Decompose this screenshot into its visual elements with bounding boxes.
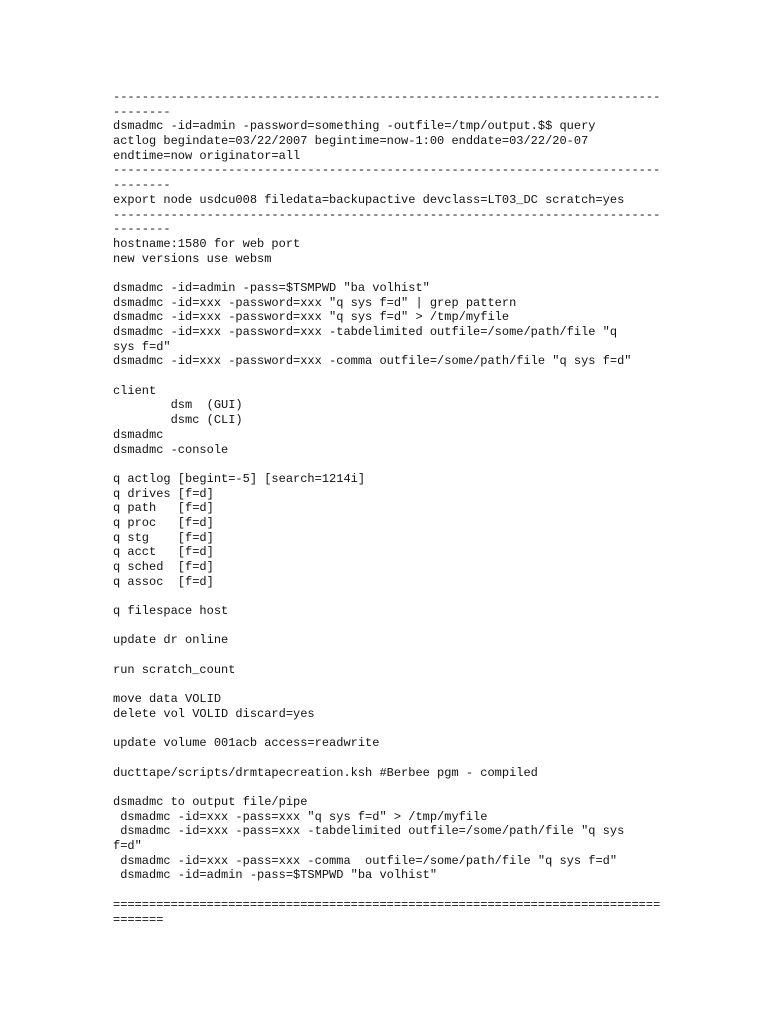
text-line: q path [f=d] <box>113 501 214 516</box>
text-line: dsmadmc -id=xxx -pass=xxx -comma outfile=/some/path/file "q sys f=d" <box>113 853 618 868</box>
text-line: dsmadmc -id=xxx -pass=xxx -tabdelimited outfile=/some/path/file "q sys <box>113 824 625 839</box>
text-line: q actlog [begint=-5] [search=1214i] <box>113 471 366 486</box>
blank-line <box>113 780 673 795</box>
text-line: move data VOLID <box>113 692 222 707</box>
text-line: dsmadmc -id=xxx -password=xxx -tabdelimited outfile=/some/path/file "q <box>113 325 618 339</box>
separator-line: ======= <box>113 912 164 927</box>
text-line: hostname:1580 for web port <box>113 236 301 251</box>
blank-line <box>113 266 673 281</box>
text-line: actlog begindate=03/22/2007 begintime=now-1:00 enddate=03/22/20-07 <box>113 134 589 149</box>
text-line: dsm (GUI) <box>113 398 243 413</box>
separator-line: -------- <box>113 104 171 119</box>
blank-line <box>113 369 673 384</box>
text-line: dsmadmc -id=xxx -password=xxx -comma outfile=/some/path/file "q sys f=d" <box>113 354 632 369</box>
text-line: dsmadmc <box>113 427 164 442</box>
blank-line <box>113 648 673 663</box>
text-line: dsmadmc -console <box>113 442 229 457</box>
text-line: sys f=d" <box>113 339 171 354</box>
text-line: q acct [f=d] <box>113 545 214 560</box>
text-line: ducttape/scripts/drmtapecreation.ksh #Berbee pgm - compiled <box>113 765 538 780</box>
text-line: update volume 001acb access=readwrite <box>113 736 380 751</box>
blank-line <box>113 619 673 634</box>
text-line: q proc [f=d] <box>113 515 214 530</box>
blank-line <box>113 883 673 898</box>
blank-line <box>113 457 673 472</box>
separator-line: ---------------------------------------------------------------------------- <box>113 163 661 178</box>
blank-line <box>113 678 673 693</box>
text-line: q assoc [f=d] <box>113 574 214 589</box>
separator-line: ---------------------------------------------------------------------------- <box>113 90 661 104</box>
text-line: update dr online <box>113 633 229 648</box>
text-line: dsmadmc to output file/pipe <box>113 795 308 809</box>
text-line: export node usdcu008 filedata=backupactive devclass=LT03_DC scratch=yes <box>113 192 625 207</box>
separator-line: ============================================================================ <box>113 897 661 912</box>
blank-line <box>113 722 673 737</box>
text-line: f=d" <box>113 839 142 854</box>
text-line: q filespace host <box>113 604 229 619</box>
separator-line: -------- <box>113 222 171 237</box>
text-line: dsmadmc -id=admin -pass=$TSMPWD "ba volhist" <box>113 868 438 883</box>
text-line: run scratch_count <box>113 662 236 677</box>
text-line: dsmc (CLI) <box>113 413 243 428</box>
document-text <box>113 90 673 927</box>
text-line: dsmadmc -id=xxx -password=xxx "q sys f=d" > /tmp/myfile <box>113 310 510 325</box>
blank-line <box>113 589 673 604</box>
text-line: q sched [f=d] <box>113 560 214 574</box>
blank-line <box>113 751 673 766</box>
text-line: dsmadmc -id=xxx -pass=xxx "q sys f=d" > /tmp/myfile <box>113 809 488 824</box>
text-line: client <box>113 383 157 398</box>
text-line: new versions use websm <box>113 251 272 266</box>
text-line: q stg [f=d] <box>113 530 214 545</box>
text-line: dsmadmc -id=admin -password=something -outfile=/tmp/output.$$ query <box>113 119 596 134</box>
separator-line: ---------------------------------------------------------------------------- <box>113 207 661 222</box>
separator-line: -------- <box>113 178 171 193</box>
text-line: endtime=now originator=all <box>113 148 301 163</box>
text-line: dsmadmc -id=xxx -password=xxx "q sys f=d" | grep pattern <box>113 295 517 310</box>
text-line: q drives [f=d] <box>113 486 214 501</box>
text-line: dsmadmc -id=admin -pass=$TSMPWD "ba volhist" <box>113 280 430 295</box>
text-line: delete vol VOLID discard=yes <box>113 706 315 721</box>
